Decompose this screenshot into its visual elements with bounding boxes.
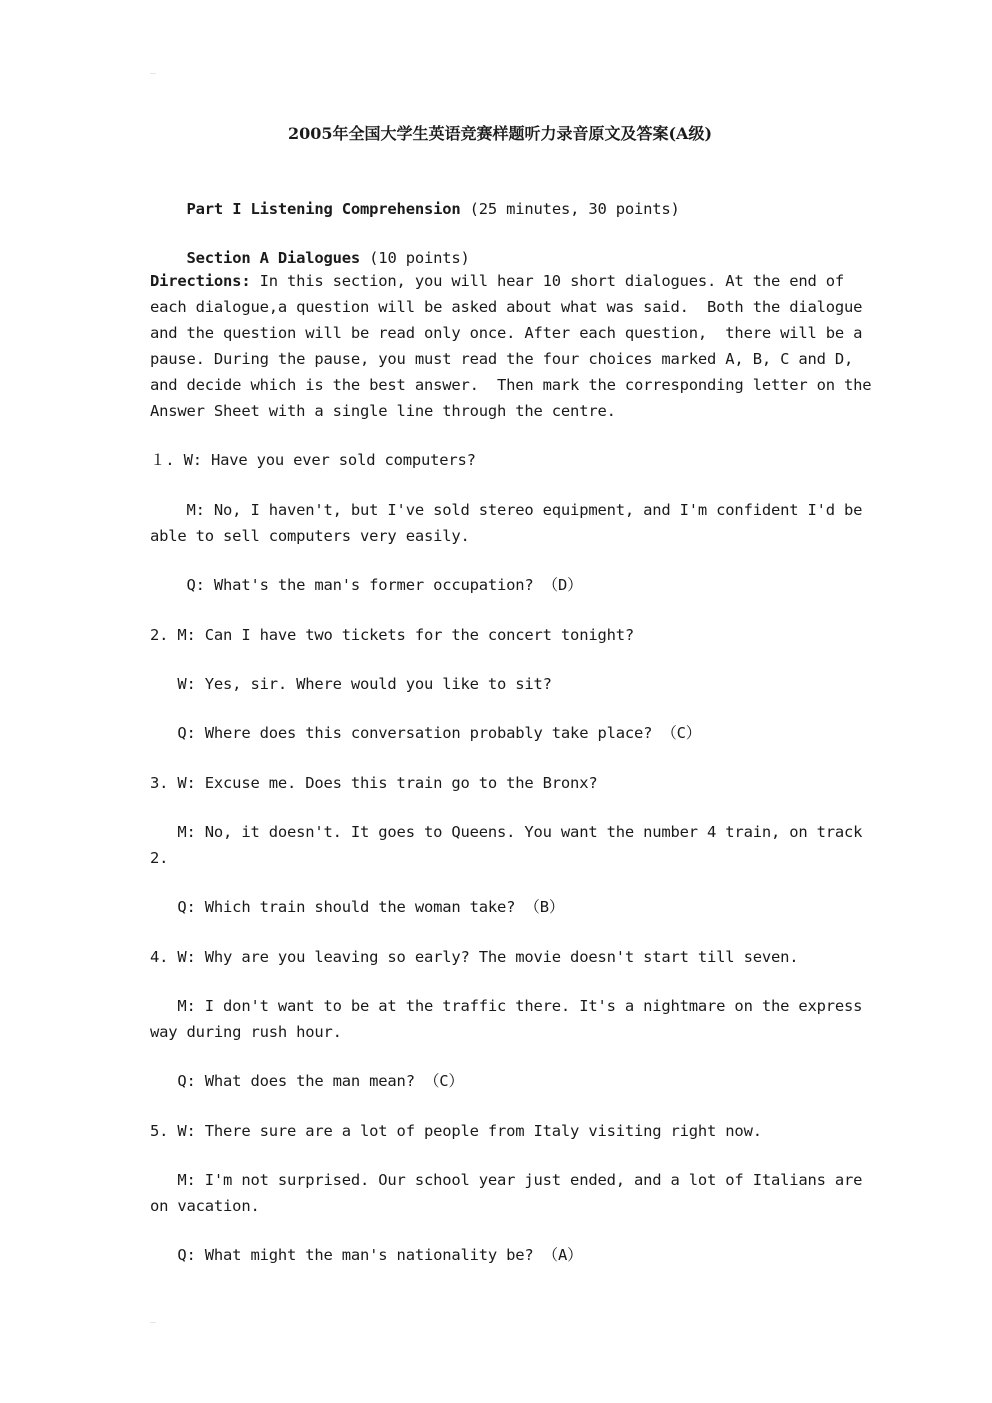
dialogue-4-question: Q: What does the man mean? （C） [150,1072,464,1090]
section-label: Section A Dialogues [186,249,361,267]
dialogue-5-line-1: 5. W: There sure are a lot of people from Italy visiting right now. [150,1122,762,1140]
directions-label: Directions: [150,272,251,290]
dialogue-2-response: W: Yes, sir. Where would you like to sit? [150,675,552,693]
dialogue-5-response: M: I'm not surprised. Our school year just ended, and a lot of Italians are on vacation. [150,1171,863,1215]
directions-line: and the question will be read only once. After each question, there will be a [150,324,863,342]
dialogue-2-line-1: 2. M: Can I have two tickets for the concert tonight? [150,626,634,644]
dialogue-1-response: M: No, I haven't, but I've sold stereo equipment, and I'm confident I'd be able to sell computers very easily. [150,501,863,545]
directions-line: each dialogue,a question will be asked about what was said. Both the dialogue [150,298,863,316]
dialogue-1-question: Q: What's the man's former occupation? （D） [150,576,583,594]
dialogue-4-line-1: 4. W: Why are you leaving so early? The movie doesn't start till seven. [150,948,799,966]
directions-line: pause. During the pause, you must read the four choices marked A, B, C and D, [150,350,854,368]
corner-mark-bottom [150,1322,156,1323]
section-meta: (10 points) [360,249,470,267]
directions-paragraph [150,268,872,424]
part-label: Part I Listening Comprehension [186,200,461,218]
dialogue-5-question: Q: What might the man's nationality be? （A） [150,1246,583,1264]
dialogue-3-response: M: No, it doesn't. It goes to Queens. You want the number 4 train, on track 2. [150,823,863,867]
dialogue-4-response: M: I don't want to be at the traffic there. It's a nightmare on the express way during rush hour. [150,997,863,1041]
dialogue-3-line-1: 3. W: Excuse me. Does this train go to the Bronx? [150,774,598,792]
directions-line: Directions: In this section, you will hear 10 short dialogues. At the end of [150,272,845,290]
directions-line: and decide which is the best answer. Then mark the corresponding letter on the [150,376,872,394]
dialogue-2-question: Q: Where does this conversation probably take place? （C） [150,724,702,742]
directions-line: Answer Sheet with a single line through the centre. [150,402,616,420]
dialogue-1-line-1: １. W: Have you ever sold computers? [150,451,476,469]
page-title: 2005年全国大学生英语竞赛样题听力录音原文及答案(A级) [287,124,713,143]
part-meta: (25 minutes, 30 points) [460,200,680,218]
dialogue-3-question: Q: Which train should the woman take? （B） [150,898,565,916]
corner-mark-top [150,73,156,74]
